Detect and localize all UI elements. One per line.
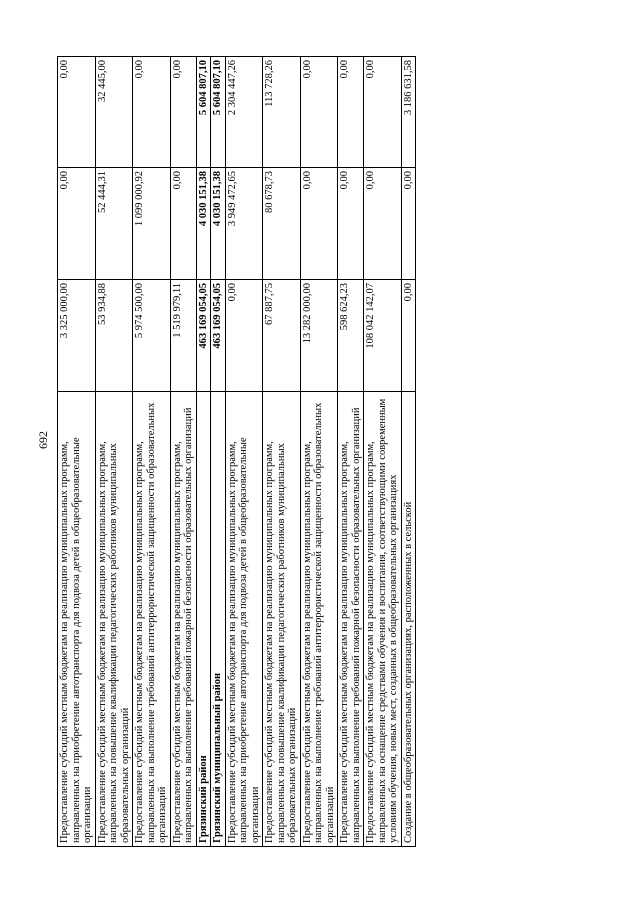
table-row — [364, 57, 402, 847]
value-col-3-cell: 0,00 — [58, 57, 96, 168]
value-col-3-cell: 0,00 — [300, 57, 338, 168]
value-col-2-cell: 0,00 — [170, 168, 196, 280]
value-col-1-cell: 463 169 054,05 — [211, 280, 226, 392]
table-row — [58, 57, 96, 847]
value-col-3-cell: 5 604 807,10 — [211, 57, 226, 168]
value-col-3-cell: 5 604 807,10 — [196, 57, 211, 168]
table-row — [338, 57, 364, 847]
value-col-1-cell: 1 519 979,11 — [170, 280, 196, 392]
value-col-2-cell: 0,00 — [364, 168, 402, 280]
value-col-2-cell: 0,00 — [338, 168, 364, 280]
table-row — [196, 57, 211, 847]
value-col-1-cell: 3 325 000,00 — [58, 280, 96, 392]
budget-table-body — [58, 57, 416, 847]
row-name-cell: Предоставление субсидий местным бюджетам на реализацию муниципальных программ, направленных на выполнение требований пожарной безопасности образовательных организаций — [170, 392, 196, 847]
value-col-1-cell: 13 282 000,00 — [300, 280, 338, 392]
value-col-2-cell: 0,00 — [58, 168, 96, 280]
value-col-3-cell: 0,00 — [170, 57, 196, 168]
table-row — [133, 57, 171, 847]
value-col-1-cell: 0,00 — [225, 280, 263, 392]
value-col-1-cell: 0,00 — [401, 280, 416, 392]
value-col-3-cell: 113 728,26 — [263, 57, 301, 168]
row-name-cell: Грязинский район — [196, 392, 211, 847]
row-name-cell: Предоставление субсидий местным бюджетам на реализацию муниципальных программ, направленных на выполнение требований антитеррористической защищенности образовательных организаций — [300, 392, 338, 847]
value-col-1-cell: 67 887,75 — [263, 280, 301, 392]
row-name-cell: Предоставление субсидий местным бюджетам на реализацию муниципальных программ, направленных на повышение квалификации педагогических работников муниципальных образовательных организаций — [95, 392, 133, 847]
value-col-2-cell: 80 678,73 — [263, 168, 301, 280]
value-col-1-cell: 598 624,23 — [338, 280, 364, 392]
value-col-2-cell: 0,00 — [401, 168, 416, 280]
value-col-2-cell: 3 949 472,65 — [225, 168, 263, 280]
row-name-cell: Предоставление субсидий местным бюджетам на реализацию муниципальных программ, направленных на выполнение требований антитеррористической защищенности образовательных организаций — [133, 392, 171, 847]
value-col-1-cell: 53 934,88 — [95, 280, 133, 392]
table-row — [300, 57, 338, 847]
page-number: 692 — [36, 431, 50, 449]
value-col-2-cell: 52 444,31 — [95, 168, 133, 280]
value-col-3-cell: 0,00 — [364, 57, 402, 168]
row-name-cell: Предоставление субсидий местным бюджетам на реализацию муниципальных программ, направленных на выполнение требований пожарной безопасности образовательных организаций — [338, 392, 364, 847]
value-col-2-cell: 1 099 000,92 — [133, 168, 171, 280]
row-name-cell: Создание в общеобразовательных организациях, расположенных в сельской — [401, 392, 416, 847]
row-name-cell: Грязинский муниципальный район — [211, 392, 226, 847]
value-col-1-cell: 108 042 142,07 — [364, 280, 402, 392]
table-row — [263, 57, 301, 847]
row-name-cell: Предоставление субсидий местным бюджетам на реализацию муниципальных программ, направленных на приобретение автотранспорта для подвоза детей в общеобразовательные организации — [225, 392, 263, 847]
table-row — [401, 57, 416, 847]
value-col-3-cell: 32 445,00 — [95, 57, 133, 168]
value-col-3-cell: 0,00 — [338, 57, 364, 168]
table-row — [170, 57, 196, 847]
value-col-3-cell: 2 304 447,26 — [225, 57, 263, 168]
value-col-1-cell: 463 169 054,05 — [196, 280, 211, 392]
row-name-cell: Предоставление субсидий местным бюджетам на реализацию муниципальных программ, направленных на оснащение средствами обучения и воспитания, соответствующими современным условиям обучения, новых мест, созданных в общеобразовательных организациях — [364, 392, 402, 847]
value-col-3-cell: 0,00 — [133, 57, 171, 168]
table-row — [95, 57, 133, 847]
budget-table — [57, 56, 416, 847]
value-col-3-cell: 3 186 631,58 — [401, 57, 416, 168]
rotated-page — [57, 57, 613, 847]
value-col-2-cell: 0,00 — [300, 168, 338, 280]
row-name-cell: Предоставление субсидий местным бюджетам на реализацию муниципальных программ, направленных на приобретение автотранспорта для подвоза детей в общеобразовательные организации — [58, 392, 96, 847]
value-col-2-cell: 4 030 151,38 — [211, 168, 226, 280]
value-col-2-cell: 4 030 151,38 — [196, 168, 211, 280]
table-row — [211, 57, 226, 847]
row-name-cell: Предоставление субсидий местным бюджетам на реализацию муниципальных программ, направленных на повышение квалификации педагогических работников муниципальных образовательных организаций — [263, 392, 301, 847]
value-col-1-cell: 5 974 500,00 — [133, 280, 171, 392]
table-row — [225, 57, 263, 847]
